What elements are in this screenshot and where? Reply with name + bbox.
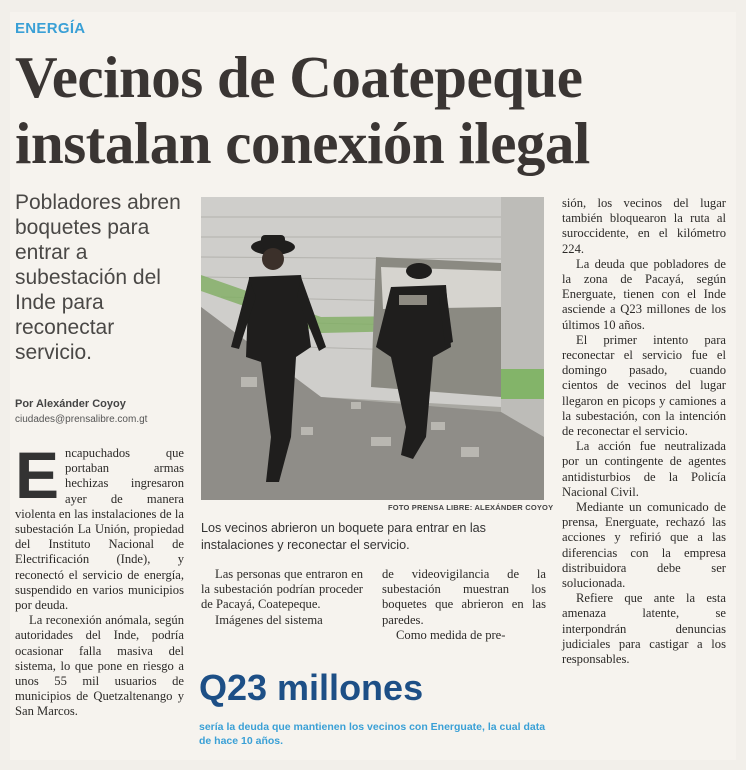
paragraph: Imágenes del sistema <box>215 612 323 627</box>
paragraph: Como medida de pre- <box>396 627 506 642</box>
paragraph: La deuda que pobladores de la zona de Pacayá, según Energuate, tienen con el Inde asciende a Q23 millones de los últimos 10 años. <box>562 256 726 332</box>
dropcap: E <box>15 438 60 512</box>
photo-caption: Los vecinos abrieron un boquete para entrar en las instalaciones y reconectar el servicio. <box>201 521 486 552</box>
highlight-description: sería la deuda que mantienen los vecinos con Energuate, la cual data de hace 10 años. <box>199 721 546 747</box>
body-column-2 <box>201 567 363 628</box>
author-email: ciudades@prensalibre.com.gt <box>15 414 148 425</box>
highlight-value: Q23 millones <box>199 667 424 708</box>
deck: Pobladores abren boquetes para entrar a subestación del Inde para reconectar servicio. <box>15 191 181 364</box>
paragraph: ncapuchados que portaban armas hechizas ingresaron ayer de manera violenta en las instalaciones de la subestación La Unión, propiedad del Instituto Nacional de Electrificación (Inde), y reconectó el servicio de energía, suspendido en varios municipios por deuda. <box>15 446 184 613</box>
paragraph: La acción fue neutralizada por un contingente de agentes antidisturbios de la Policía Nacional Civil. <box>562 439 726 499</box>
paragraph: La reconexión anómala, según autoridades del Inde, podría ocasionar falla masiva del sistema, lo que pone en riesgo a unos 55 mil usuarios de municipios de Quetzaltenango y San Marcos. <box>15 613 184 719</box>
paragraph: de videovigilancia de la subestación muestran los boquetes que abrieron en las paredes. <box>382 567 546 627</box>
headline: Vecinos de Coatepeque instalan conexión ilegal <box>15 44 590 176</box>
byline: Por Alexánder Coyoy <box>15 398 126 410</box>
body-column-1 <box>15 438 184 720</box>
paragraph: El primer intento para reconectar el servicio fue el domingo pasado, cuando cientos de vecinos del lugar llegaron en picops y camiones a la subestación, con la intención de reconectar el servicio. <box>562 332 726 439</box>
paragraph: Refiere que ante la esta amenaza latente, se interpondrán denuncias judiciales para castigar a los responsables. <box>562 591 726 667</box>
body-column-3 <box>382 567 546 643</box>
news-photo <box>201 197 544 500</box>
paragraph: Las personas que entraron en la subestación podrían proceder de Pacayá, Coatepeque. <box>201 567 363 612</box>
body-column-4 <box>562 196 726 667</box>
photo-illustration <box>201 197 544 500</box>
paragraph: sión, los vecinos del lugar también bloquearon la ruta al suroccidente, en el kilómetro 224. <box>562 196 726 256</box>
photo-credit: FOTO PRENSA LIBRE: ALEXÁNDER COYOY <box>388 503 554 512</box>
section-label: ENERGÍA <box>15 20 86 37</box>
paragraph: Mediante un comunicado de prensa, Energuate, rechazó las acciones y refirió que a las diferencias con la empresa distribuidora debe ser solucionada. <box>562 500 726 591</box>
